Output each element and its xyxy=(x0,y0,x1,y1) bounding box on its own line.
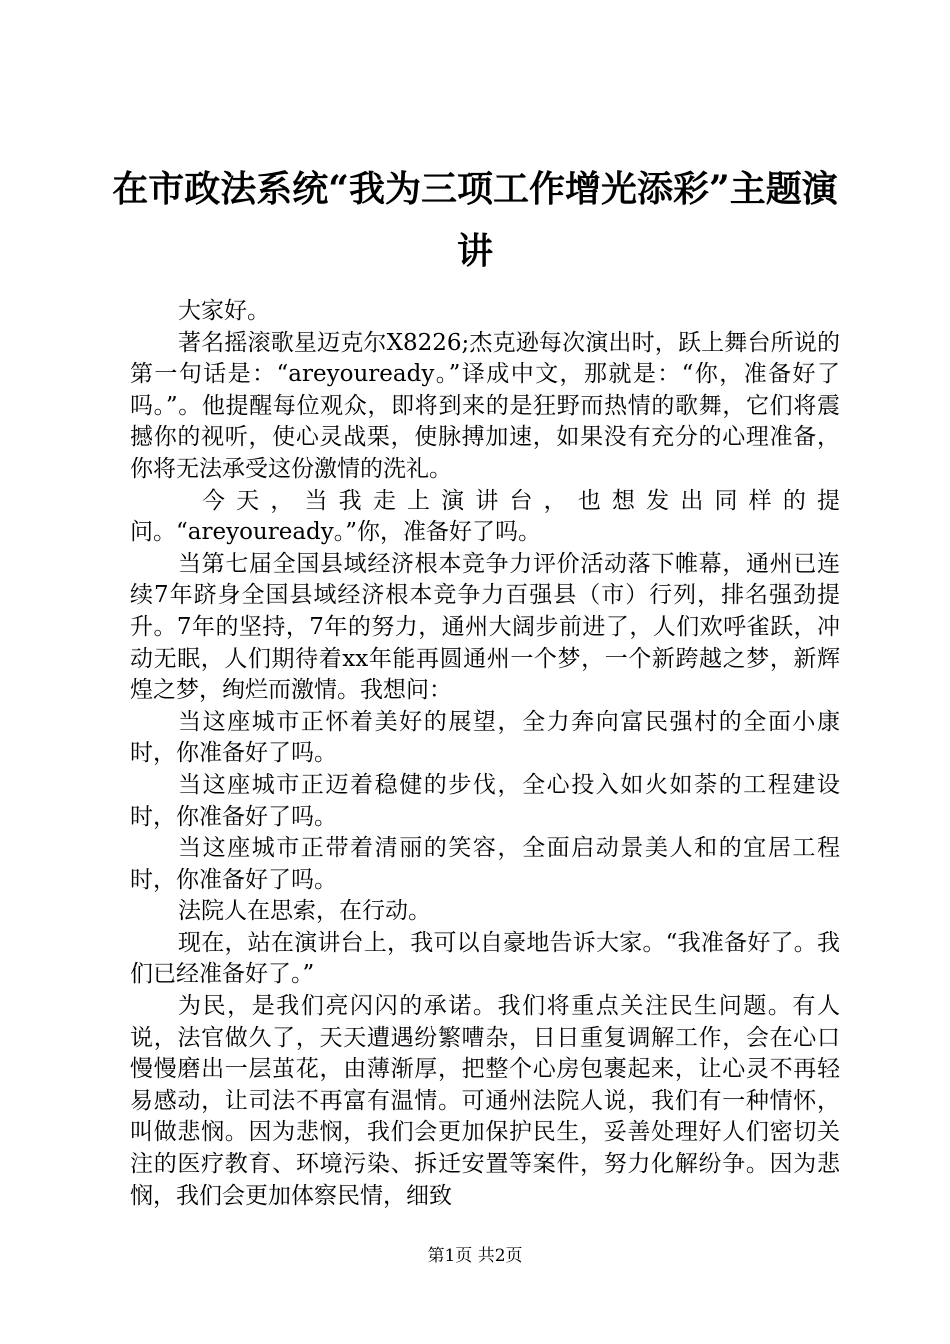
document-title: 在市政法系统“我为三项工作增光添彩”主题演讲 xyxy=(112,168,838,272)
paragraph: 当这座城市正怀着美好的展望，全力奔向富民强村的全面小康时，你准备好了吗。 xyxy=(130,708,840,767)
paragraph: 为民，是我们亮闪闪的承诺。我们将重点关注民生问题。有人说，法官做久了，天天遭遇纷繁嘈杂，日日重复调解工作，会在心口慢慢磨出一层茧花，由薄渐厚，把整个心房包裹起来，让心灵不再轻易感动，让司法不再富有温情。可通州法院人说，我们有一种情怀，叫做悲悯。因为悲悯，我们会更加保护民生，妥善处理好人们密切关注的医疗教育、环境污染、拆迁安置等案件，努力化解纷争。因为悲悯，我们会更加体察民情，细致 xyxy=(130,993,840,1209)
paragraph: 当这座城市正带着清丽的笑容，全面启动景美人和的宜居工程时，你准备好了吗。 xyxy=(130,835,840,893)
paragraph: 今天，当我走上演讲台，也想发出同样的提问。“areyouready。”你，准备好了吗。 xyxy=(130,487,840,546)
paragraph: 法院人在思索，在行动。 xyxy=(178,898,431,925)
paragraph: 当第七届全国县域经济根本竞争力评价活动落下帷幕，通州已连续7年跻身全国县域经济根本竞争力百强县（市）行列，排名强劲提升。7年的坚持，7年的努力，通州大阔步前进了，人们欢呼雀跃，冲动无眠，人们期待着xx年能再圆通州一个梦，一个新跨越之梦，新辉煌之梦，绚烂而激情。我想问： xyxy=(130,550,840,704)
paragraph: 当这座城市正迈着稳健的步伐，全心投入如火如荼的工程建设时，你准备好了吗。 xyxy=(130,771,840,830)
paragraph: 著名摇滚歌星迈克尔X8226;杰克逊每次演出时，跃上舞台所说的第一句话是：“areyouready。”译成中文，那就是：“你，准备好了吗。”。他提醒每位观众，即将到来的是狂野而热情的歌舞，它们将震撼你的视听，使心灵战栗，使脉搏加速，如果没有充分的心理准备，你将无法承受这份激情的洗礼。 xyxy=(130,329,840,482)
document-body xyxy=(130,296,840,1212)
page-number-footer: 第1页 共2页 xyxy=(427,1246,523,1266)
paragraph: 大家好。 xyxy=(178,298,270,324)
paragraph: 现在，站在演讲台上，我可以自豪地告诉大家。“我准备好了。我们已经准备好了。” xyxy=(130,929,840,988)
